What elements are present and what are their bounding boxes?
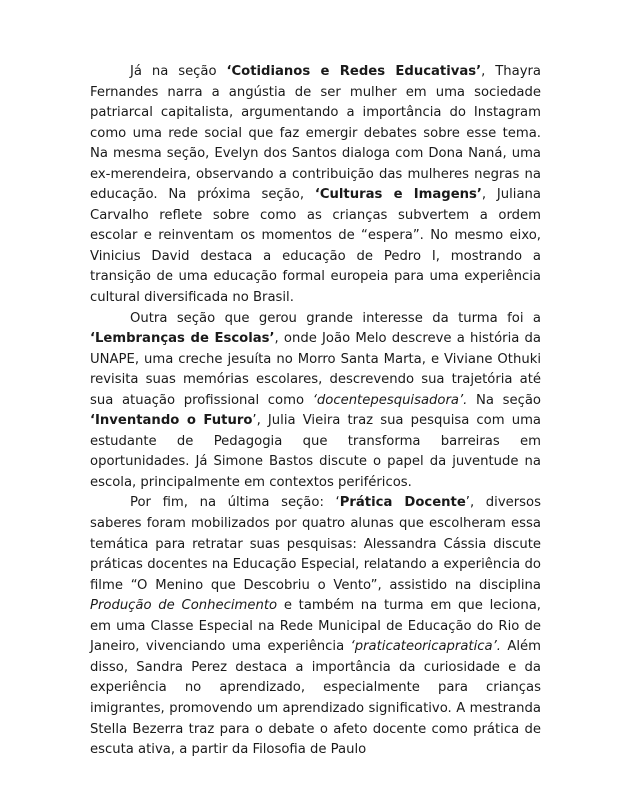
text-span: , Juliana Carvalho reflete sobre como as crianças subvertem a ordem escolar e reinventam os momentos de “espera”. No mesmo eixo, Vinicius David destaca a educação de Pedro I, mostrando a transição de uma educação formal europeia para uma experiência cultural diversificada no Brasil.	[90, 187, 541, 306]
emphasis-praticateoricapratica: ‘praticateoricapratica’.	[350, 639, 501, 655]
paragraph-cotidianos	[90, 62, 541, 309]
text-span: Outra seção que gerou grande interesse da turma foi a	[130, 310, 541, 326]
text-span: Já na seção	[130, 64, 227, 79]
text-span: Na seção	[467, 392, 542, 408]
section-title-cotidianos: ‘Cotidianos e Redes Educativas’	[226, 64, 482, 79]
text-span: ’, diversos saberes foram mobilizados por quatro alunas que escolheram essa temática para retratar suas pesquisas: Alessandra Cássia discute práticas docentes na Educação Especial, relatando a experiência do filme “O Menino que Descobriu o Vento”, assistido na disciplina	[90, 495, 541, 593]
text-span: , Thayra Fernandes narra a angústia de ser mulher em uma sociedade patriarcal capitalista, argumentando a importância do Instagram como uma rede social que faz emergir debates sobre esse tema. Na mesma seção, Evelyn dos Santos dialoga com Dona Naná, uma ex-merendeira, observando a contribuição das mulheres negras na educação. Na próxima seção,	[90, 64, 541, 203]
section-title-pratica-docente: Prática Docente	[339, 495, 466, 511]
section-title-lembrancas: ‘Lembranças de Escolas’	[90, 331, 275, 347]
text-span: , onde João Melo descreve a história da UNAPE, uma creche jesuíta no Morro Santa Marta, e Viviane Othuki revisita suas memórias escolares, descrevendo sua trajetória até sua atuação profissional como	[90, 331, 541, 408]
text-span: e também na turma em que leciona, em uma Classe Especial na Rede Municipal de Educação do Rio de Janeiro, vivenciando uma experiência	[90, 598, 541, 655]
text-span: Por fim, na última seção: ‘	[130, 495, 340, 511]
emphasis-docentepesquisadora: ‘docentepesquisadora’.	[312, 392, 468, 408]
emphasis-producao-conhecimento: Produção de Conhecimento	[90, 598, 278, 614]
paragraph-lembrancas	[90, 309, 541, 494]
section-title-inventando: ‘Inventando o Futuro	[90, 413, 253, 429]
text-span: Além disso, Sandra Perez destaca a importância da curiosidade e da experiência no aprendizado, especialmente para crianças imigrantes, promovendo um aprendizado significativo. A mestranda Stella Bezerra traz para o debate o afeto docente como prática de escuta ativa, a partir da Filosofia de Paulo	[90, 639, 542, 758]
document-page	[90, 62, 541, 761]
section-title-culturas: ‘Culturas e Imagens’	[314, 187, 482, 203]
text-span: ’, Julia Vieira traz sua pesquisa com uma estudante de Pedagogia que transforma barreiras em oportunidades. Já Simone Bastos discute o papel da juventude na escola, principalmente em contextos periféricos.	[90, 413, 542, 490]
paragraph-pratica-docente	[90, 493, 541, 760]
